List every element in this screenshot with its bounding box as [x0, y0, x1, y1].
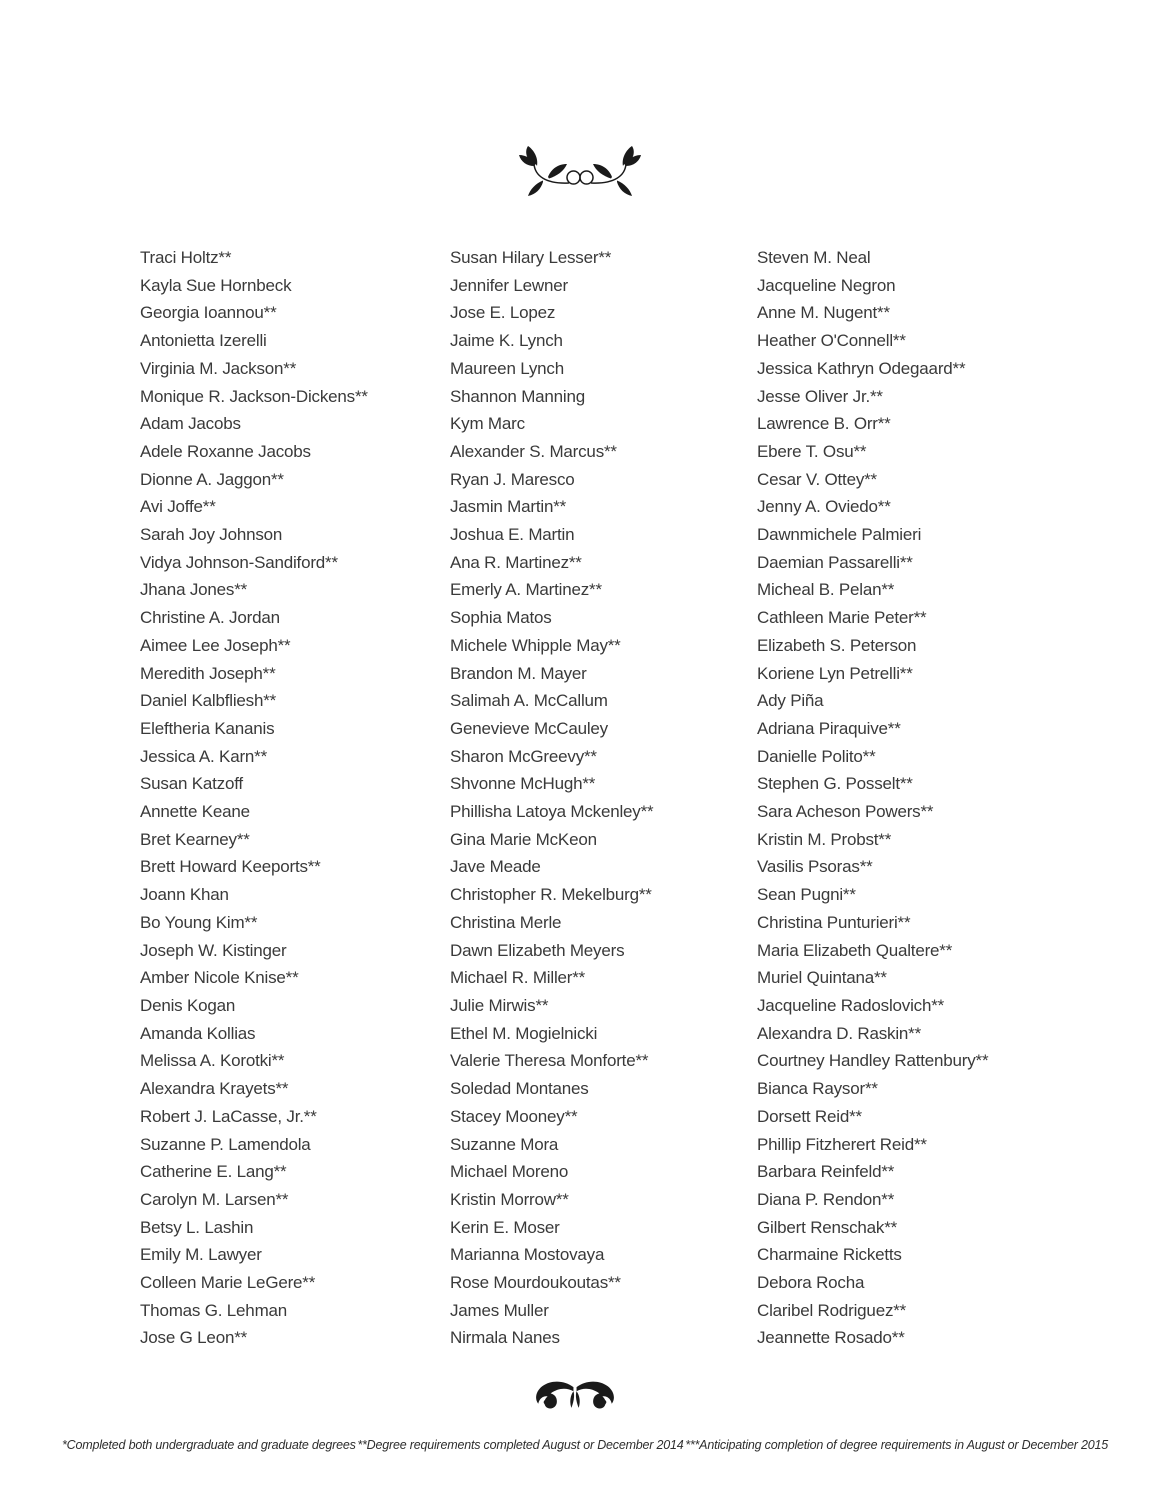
- graduate-name: Salimah A. McCallum: [450, 691, 608, 711]
- graduate-name: Avi Joffe**: [140, 497, 216, 517]
- graduate-name: Marianna Mostovaya: [450, 1245, 605, 1265]
- graduate-name: Christina Punturieri**: [757, 912, 911, 932]
- graduate-name: Ana R. Martinez**: [450, 552, 582, 572]
- graduate-name: Stephen G. Posselt**: [757, 774, 913, 794]
- graduate-name: Traci Holtz**: [140, 248, 232, 267]
- graduate-name: Antonietta Izerelli: [140, 331, 267, 351]
- graduate-name: Claribel Rodriguez**: [757, 1300, 907, 1320]
- graduate-name: Bret Kearney**: [140, 829, 250, 849]
- graduate-name: Charmaine Ricketts: [757, 1245, 902, 1265]
- graduate-name: Koriene Lyn Petrelli**: [757, 663, 913, 683]
- graduate-name: Genevieve McCauley: [450, 718, 608, 738]
- graduate-name: Jessica Kathryn Odegaard**: [757, 358, 966, 378]
- graduate-name: Michele Whipple May**: [450, 635, 621, 655]
- graduate-name: Meredith Joseph**: [140, 663, 276, 683]
- graduate-name: Cesar V. Ottey**: [757, 469, 877, 489]
- graduate-name: Susan Hilary Lesser**: [450, 248, 612, 267]
- graduate-name: Vasilis Psoras**: [757, 857, 873, 877]
- graduate-name: Stacey Mooney**: [450, 1106, 578, 1126]
- graduate-name: Sharon McGreevy**: [450, 746, 597, 766]
- graduate-name: Diana P. Rendon**: [757, 1189, 895, 1209]
- graduate-name: Elizabeth S. Peterson: [757, 635, 917, 655]
- graduate-name: Christina Merle: [450, 912, 562, 932]
- graduate-name: Barbara Reinfeld**: [757, 1162, 895, 1182]
- graduate-name: Bo Young Kim**: [140, 912, 258, 932]
- graduate-name: Catherine E. Lang**: [140, 1162, 287, 1182]
- graduate-name: Dawnmichele Palmieri: [757, 525, 922, 545]
- graduate-name: Denis Kogan: [140, 995, 236, 1015]
- graduate-name: Adam Jacobs: [140, 414, 241, 434]
- name-column-2: [450, 244, 653, 1352]
- graduate-name: Jesse Oliver Jr.**: [757, 386, 883, 406]
- graduate-name: Jeannette Rosado**: [757, 1328, 905, 1348]
- graduate-name: Phillisha Latoya Mckenley**: [450, 802, 654, 822]
- graduate-name: Jasmin Martin**: [450, 497, 567, 517]
- graduate-name: Emily M. Lawyer: [140, 1245, 262, 1265]
- graduate-name: Suzanne Mora: [450, 1134, 559, 1154]
- graduate-name: Kristin Morrow**: [450, 1189, 569, 1209]
- graduate-name: Georgia Ioannou**: [140, 303, 277, 323]
- graduate-name: Maureen Lynch: [450, 358, 564, 378]
- graduate-name: Alexander S. Marcus**: [450, 441, 617, 461]
- graduate-name: Sara Acheson Powers**: [757, 802, 934, 822]
- graduate-name: Shvonne McHugh**: [450, 774, 596, 794]
- footnote-triple-asterisk: ***Anticipating completion of degree requirements in August or December 2015: [685, 1438, 1108, 1452]
- graduate-name: Jenny A. Oviedo**: [757, 497, 891, 517]
- graduate-name: Ebere T. Osu**: [757, 441, 867, 461]
- graduate-name: Jaime K. Lynch: [450, 331, 563, 351]
- graduate-name: Jhana Jones**: [140, 580, 248, 600]
- graduate-name: Dawn Elizabeth Meyers: [450, 940, 625, 960]
- graduate-name: Steven M. Neal: [757, 248, 871, 267]
- graduate-name: Brett Howard Keeports**: [140, 857, 321, 877]
- footnote-single-asterisk: *Completed both undergraduate and graduate degrees: [62, 1438, 356, 1452]
- graduate-name: Adriana Piraquive**: [757, 718, 901, 738]
- graduate-name: Kayla Sue Hornbeck: [140, 275, 292, 295]
- graduate-name: Monique R. Jackson-Dickens**: [140, 386, 368, 406]
- graduate-name: Jose E. Lopez: [450, 303, 556, 323]
- footnote-double-asterisk: **Degree requirements completed August or December 2014: [357, 1438, 684, 1452]
- graduate-name: Joann Khan: [140, 885, 229, 905]
- graduate-name: Debora Rocha: [757, 1273, 865, 1293]
- graduate-name: Kerin E. Moser: [450, 1217, 560, 1237]
- graduate-name: James Muller: [450, 1300, 549, 1320]
- graduate-name: Kristin M. Probst**: [757, 829, 892, 849]
- graduate-name: Courtney Handley Rattenbury**: [757, 1051, 989, 1071]
- graduate-name: Michael R. Miller**: [450, 968, 586, 988]
- name-column-1: [140, 244, 368, 1352]
- floral-flourish-top-icon: [515, 144, 645, 200]
- graduate-name: Carolyn M. Larsen**: [140, 1189, 289, 1209]
- graduate-name: Kym Marc: [450, 414, 525, 434]
- graduate-name: Robert J. LaCasse, Jr.**: [140, 1106, 317, 1126]
- graduate-name: Betsy L. Lashin: [140, 1217, 254, 1237]
- graduate-name: Christopher R. Mekelburg**: [450, 885, 652, 905]
- graduate-name: Melissa A. Korotki**: [140, 1051, 285, 1071]
- graduate-name: Thomas G. Lehman: [140, 1300, 288, 1320]
- graduate-name: Sean Pugni**: [757, 885, 856, 905]
- graduate-name: Emerly A. Martinez**: [450, 580, 602, 600]
- graduate-name: Michael Moreno: [450, 1162, 569, 1182]
- graduate-name: Adele Roxanne Jacobs: [140, 441, 311, 461]
- graduate-name: Jacqueline Negron: [757, 275, 896, 295]
- graduate-name: Aimee Lee Joseph**: [140, 635, 291, 655]
- footnotes-bar: [62, 1438, 1108, 1452]
- graduate-name: Ady Piña: [757, 691, 824, 711]
- graduate-name: Daemian Passarelli**: [757, 552, 913, 572]
- graduate-name: Heather O'Connell**: [757, 331, 906, 351]
- graduate-name: Brandon M. Mayer: [450, 663, 587, 683]
- graduate-name: Shannon Manning: [450, 386, 586, 406]
- graduate-name: Ethel M. Mogielnicki: [450, 1023, 598, 1043]
- graduate-name: Rose Mourdoukoutas**: [450, 1273, 621, 1293]
- graduate-name: Christine A. Jordan: [140, 608, 280, 628]
- graduate-name: Annette Keane: [140, 802, 250, 822]
- graduate-name: Muriel Quintana**: [757, 968, 887, 988]
- graduate-name: Eleftheria Kananis: [140, 718, 275, 738]
- graduate-name: Vidya Johnson-Sandiford**: [140, 552, 338, 572]
- graduate-name: Suzanne P. Lamendola: [140, 1134, 311, 1154]
- graduate-name: Bianca Raysor**: [757, 1079, 878, 1099]
- graduate-name: Virginia M. Jackson**: [140, 358, 297, 378]
- graduate-name: Joseph W. Kistinger: [140, 940, 287, 960]
- graduate-name: Gina Marie McKeon: [450, 829, 597, 849]
- graduate-name: Jessica A. Karn**: [140, 746, 267, 766]
- graduate-name: Jennifer Lewner: [450, 275, 568, 295]
- graduate-name: Maria Elizabeth Qualtere**: [757, 940, 953, 960]
- graduate-name: Julie Mirwis**: [450, 995, 549, 1015]
- graduate-name: Alexandra Krayets**: [140, 1079, 289, 1099]
- graduate-name: Alexandra D. Raskin**: [757, 1023, 921, 1043]
- graduate-name: Jose G Leon**: [140, 1328, 248, 1348]
- graduate-name: Dionne A. Jaggon**: [140, 469, 284, 489]
- graduate-name: Amber Nicole Knise**: [140, 968, 299, 988]
- graduate-name: Dorsett Reid**: [757, 1106, 862, 1126]
- name-column-3: [757, 244, 988, 1352]
- graduate-name: Phillip Fitzherert Reid**: [757, 1134, 927, 1154]
- graduate-name: Gilbert Renschak**: [757, 1217, 898, 1237]
- graduate-name: Amanda Kollias: [140, 1023, 256, 1043]
- graduate-name: Sarah Joy Johnson: [140, 525, 283, 545]
- graduate-name: Daniel Kalbfliesh**: [140, 691, 277, 711]
- graduate-name: Nirmala Nanes: [450, 1328, 560, 1348]
- scroll-flourish-bottom-icon: [531, 1376, 619, 1418]
- graduate-name: Colleen Marie LeGere**: [140, 1273, 316, 1293]
- graduate-name: Cathleen Marie Peter**: [757, 608, 927, 628]
- graduate-name: Soledad Montanes: [450, 1079, 589, 1099]
- graduate-name: Sophia Matos: [450, 608, 552, 628]
- graduate-name: Jacqueline Radoslovich**: [757, 995, 945, 1015]
- graduate-name: Jave Meade: [450, 857, 541, 877]
- graduate-name: Valerie Theresa Monforte**: [450, 1051, 649, 1071]
- graduate-name: Ryan J. Maresco: [450, 469, 575, 489]
- graduate-name: Joshua E. Martin: [450, 525, 575, 545]
- graduate-name: Anne M. Nugent**: [757, 303, 890, 323]
- graduate-name: Lawrence B. Orr**: [757, 414, 891, 434]
- graduate-name: Micheal B. Pelan**: [757, 580, 895, 600]
- graduate-name: Susan Katzoff: [140, 774, 243, 794]
- graduate-name: Danielle Polito**: [757, 746, 876, 766]
